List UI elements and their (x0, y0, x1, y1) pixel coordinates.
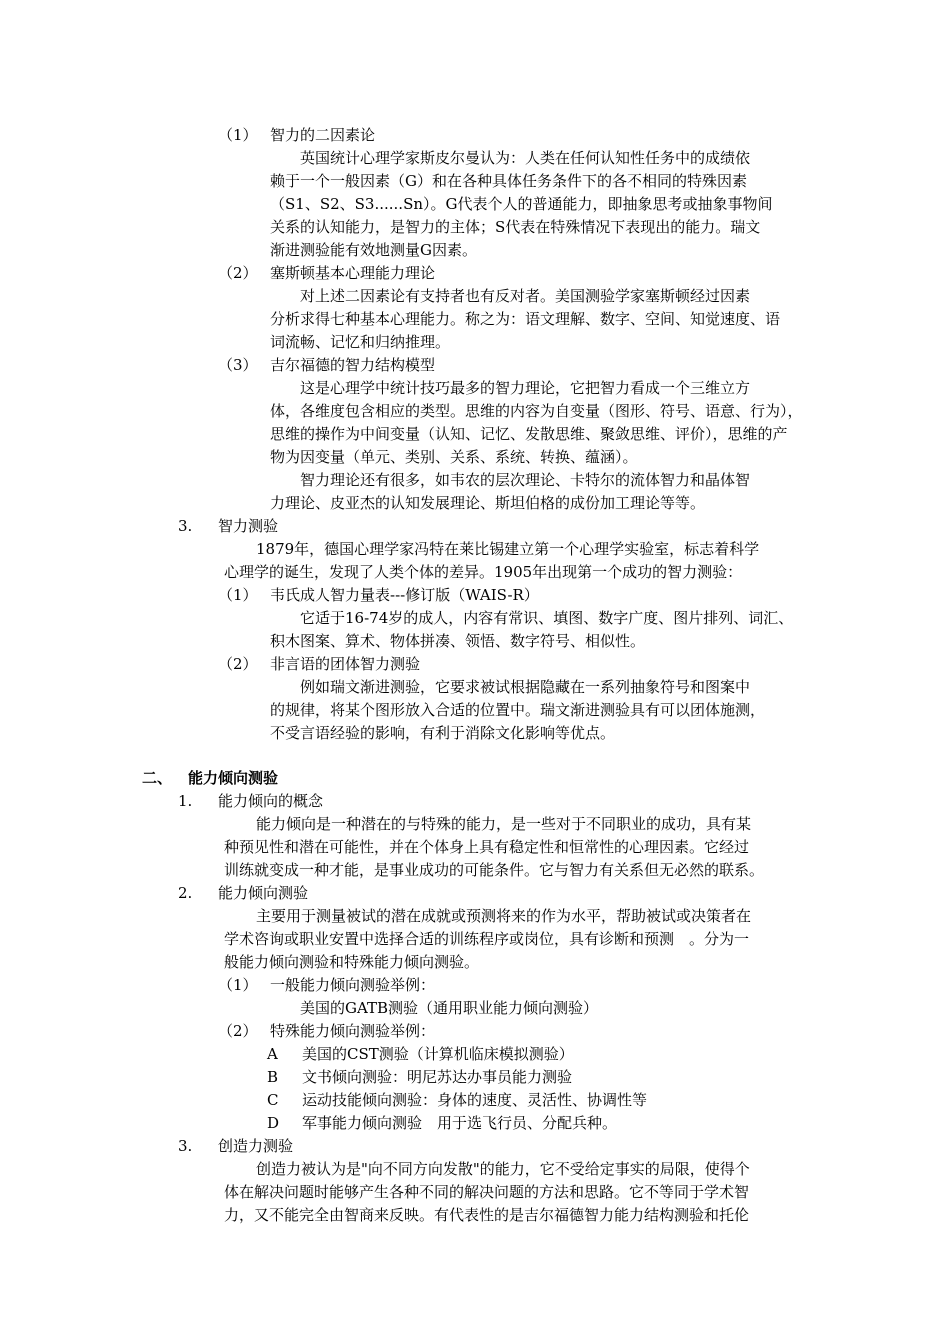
a1-line: 能力倾向是一种潜在的与特殊的能力，是一些对于不同职业的成功，具有某 (256, 815, 752, 833)
s1-heading: 智力的二因素论 (270, 126, 376, 144)
t1-heading: 韦氏成人智力量表---修订版（WAIS-R） (270, 586, 539, 604)
s2-line: 对上述二因素论有支持者也有反对者。美国测验学家塞斯顿经过因素 (300, 287, 751, 305)
section-2-number: 二、 (142, 769, 173, 787)
s3-line: 体，各维度包含相应的类型。思维的内容为自变量（图形、符号、语意、行为）， (270, 402, 803, 420)
s3-line: 智力理论还有很多，如韦农的层次理论、卡特尔的流体智力和晶体智 (300, 471, 751, 489)
a3-line: 力，又不能完全由智商来反映。有代表性的是吉尔福德智力能力结构测验和托伦 (224, 1206, 750, 1224)
g2-item-text: 美国的CST测验（计算机临床模拟测验） (302, 1045, 574, 1063)
t1-number: （1） (218, 586, 258, 604)
test-heading: 智力测验 (218, 517, 279, 535)
test-line: 1879年，德国心理学家冯特在莱比锡建立第一个心理学实验室，标志着科学 (256, 540, 760, 558)
s3-line: 思维的操作为中间变量（认知、记忆、发散思维、聚敛思维、评价），思维的产 (270, 425, 788, 443)
g1-example: 美国的GATB测验（通用职业能力倾向测验） (300, 999, 599, 1017)
s2-heading: 塞斯顿基本心理能力理论 (270, 264, 436, 282)
section-2-heading: 能力倾向测验 (188, 769, 279, 787)
t2-line: 不受言语经验的影响，有利于消除文化影响等优点。 (270, 724, 616, 742)
s3-number: （3） (218, 356, 258, 374)
g2-item-letter: A (267, 1045, 278, 1063)
a2-line: 学术咨询或职业安置中选择合适的训练程序或岗位，具有诊断和预测 。分为一 (224, 930, 750, 948)
a2-heading: 能力倾向测验 (218, 884, 309, 902)
g2-item-letter: C (267, 1091, 279, 1109)
t1-line: 积木图案、算术、物体拼凑、领悟、数字符号、相似性。 (270, 632, 646, 650)
s1-line: 关系的认知能力，是智力的主体；S代表在特殊情况下表现出的能力。瑞文 (270, 218, 761, 236)
a3-line: 创造力被认为是"向不同方向发散"的能力，它不受给定事实的局限，使得个 (256, 1160, 750, 1178)
g2-item-text: 文书倾向测验：明尼苏达办事员能力测验 (302, 1068, 573, 1086)
s1-line: 赖于一个一般因素（G）和在各种具体任务条件下的各不相同的特殊因素 (270, 172, 747, 190)
s3-line: 物为因变量（单元、类别、关系、系统、转换、蕴涵）。 (270, 448, 638, 466)
a3-number: 3. (178, 1137, 193, 1155)
s3-line: 力理论、皮亚杰的认知发展理论、斯坦伯格的成份加工理论等等。 (270, 494, 706, 512)
s1-line: 渐进测验能有效地测量G因素。 (270, 241, 477, 259)
t1-line: 它适于16-74岁的成人，内容有常识、填图、数字广度、图片排列、词汇、 (300, 609, 794, 627)
s2-line: 词流畅、记忆和归纳推理。 (270, 333, 451, 351)
s1-line: 英国统计心理学家斯皮尔曼认为：人类在任何认知性任务中的成绩依 (300, 149, 751, 167)
g2-heading: 特殊能力倾向测验举例： (270, 1022, 436, 1040)
a1-line: 训练就变成一种才能，是事业成功的可能条件。它与智力有关系但无必然的联系。 (224, 861, 765, 879)
g2-item-text: 运动技能倾向测验：身体的速度、灵活性、协调性等 (302, 1091, 648, 1109)
t2-number: （2） (218, 655, 258, 673)
a1-heading: 能力倾向的概念 (218, 792, 324, 810)
t2-line: 例如瑞文渐进测验，它要求被试根据隐藏在一系列抽象符号和图案中 (300, 678, 751, 696)
s3-line: 这是心理学中统计技巧最多的智力理论，它把智力看成一个三维立方 (300, 379, 751, 397)
g2-number: （2） (218, 1022, 258, 1040)
s2-line: 分析求得七种基本心理能力。称之为：语文理解、数字、空间、知觉速度、语 (270, 310, 781, 328)
s2-number: （2） (218, 264, 258, 282)
s3-heading: 吉尔福德的智力结构模型 (270, 356, 436, 374)
t2-line: 的规律，将某个图形放入合适的位置中。瑞文渐进测验具有可以团体施测， (270, 701, 766, 719)
g2-item-text: 军事能力倾向测验 用于选飞行员、分配兵种。 (302, 1114, 618, 1132)
a1-line: 种预见性和潜在可能性，并在个体身上具有稳定性和恒常性的心理因素。它经过 (224, 838, 750, 856)
a3-heading: 创造力测验 (218, 1137, 294, 1155)
g1-heading: 一般能力倾向测验举例： (270, 976, 436, 994)
a1-number: 1. (178, 792, 193, 810)
a2-line: 主要用于测量被试的潜在成就或预测将来的作为水平，帮助被试或决策者在 (256, 907, 752, 925)
g2-item-letter: D (267, 1114, 280, 1132)
a2-line: 般能力倾向测验和特殊能力倾向测验。 (224, 953, 480, 971)
a3-line: 体在解决问题时能够产生各种不同的解决问题的方法和思路。它不等同于学术智 (224, 1183, 750, 1201)
t2-heading: 非言语的团体智力测验 (270, 655, 421, 673)
s1-line: （S1、S2、S3......Sn）。G代表个人的普通能力，即抽象思考或抽象事物间 (270, 195, 773, 213)
s1-number: （1） (218, 126, 258, 144)
a2-number: 2. (178, 884, 193, 902)
g2-item-letter: B (267, 1068, 279, 1086)
test-line: 心理学的诞生，发现了人类个体的差异。1905年出现第一个成功的智力测验： (224, 563, 743, 581)
g1-number: （1） (218, 976, 258, 994)
test-number: 3. (178, 517, 193, 535)
